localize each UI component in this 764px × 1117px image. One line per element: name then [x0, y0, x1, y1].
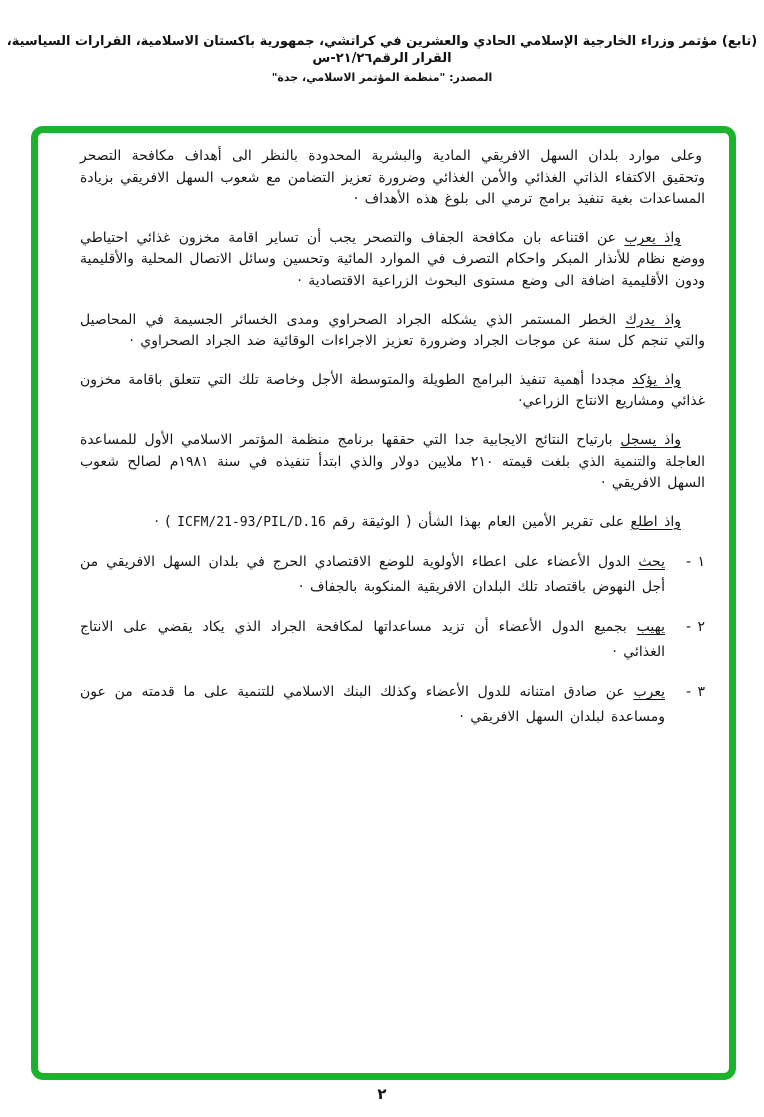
paragraph-text: مجددا أهمية تنفيذ البرامج الطويلة والمتوسطة الأجل وخاصة تلك التي تتعلق باقامة مخزون غذائي ومشاريع الانتاج الزراعي· — [80, 371, 705, 410]
paragraph — [80, 228, 705, 293]
paragraph-lead: واذ يسجل — [620, 431, 681, 448]
paragraph — [80, 310, 705, 353]
header-title-line: (تابع) مؤتمر وزراء الخارجية الإسلامي الحادي والعشرين في كراتشي، جمهورية باكستان الاسلامية، القرارات السياسية، القرار الرقم٢١/٢٦-س — [6, 34, 758, 66]
page-number: ٢ — [377, 1085, 387, 1103]
list-item-number: ٣ - — [685, 684, 705, 701]
document-reference: ICFM/21-93/PIL/D.16 — [177, 514, 326, 530]
paragraph — [80, 430, 705, 495]
paragraph — [80, 512, 705, 534]
header-source-line: المصدر: "منظمة المؤتمر الاسلامي، جدة" — [271, 71, 493, 84]
list-item-text — [80, 550, 669, 600]
paragraph — [80, 370, 705, 413]
paragraph-text: على تقرير الأمين العام بهذا الشأن ( الوثيقة رقم — [325, 513, 631, 530]
list-item-lead: يحث — [638, 554, 665, 571]
list-item-text — [80, 615, 669, 665]
document-header — [0, 33, 764, 85]
list-item-body: الدول الأعضاء على اعطاء الأولوية للوضع الاقتصادي الحرج في بلدان السهل الافريقي من أجل النهوض باقتصاد تلك البلدان الافريقية المنكوبة بالجفاف · — [80, 554, 665, 596]
list-item-body: بجميع الدول الأعضاء أن تزيد مساعداتها لمكافحة الجراد الذي يكاد يقضي على الانتاج الغذائي · — [80, 619, 665, 661]
scanned-document-page — [0, 33, 764, 1117]
list-item-lead: يهيب — [636, 619, 665, 636]
paragraph-lead: واذ اطلع — [630, 513, 681, 530]
list-item — [80, 550, 705, 600]
list-item-body: عن صادق امتنانه للدول الأعضاء وكذلك البنك الاسلامي للتنمية على ما قدمته من عون ومساعدة لبلدان السهل الافريقي · — [80, 684, 665, 726]
paragraph-lead: واذ يدرك — [625, 311, 681, 328]
list-item-lead: يعرب — [633, 684, 665, 701]
list-item-number: ٢ - — [685, 619, 705, 636]
paragraph-lead: واذ يعرب — [624, 229, 682, 246]
list-item-text — [80, 680, 669, 730]
paragraph-text: بارتياح النتائج الايجابية جدا التي حققها برنامج منظمة المؤتمر الاسلامي الأول للمساعدة العاجلة والتنمية الذي بلغت قيمته ٢١٠ ملايين دولار والذي ابتدأ تنفيذه في سنة ١٩٨١م لصالح شعوب السهل الافريقي · — [80, 431, 705, 492]
list-item-number: ١ - — [685, 554, 705, 571]
paragraph-text: الخطر المستمر الذي يشكله الجراد الصحراوي ومدى الخسائر الجسيمة في المحاصيل والتي تنجم كل سنة عن موجات الجراد وضرورة تعزيز الاجراءات الوقائية ضد الجراد الصحراوي · — [80, 311, 705, 350]
paragraph-text: عن اقتناعه بان مكافحة الجفاف والتصحر يجب أن تساير اقامة مخزون غذائي احتياطي ووضع نظام للأنذار المبكر واحكام التصرف في الموارد المائية وتحسين وسائل الاتصال المحلية والأقليمية ودون الأقليمية اضافة الى وضع مستوى البحوث الزراعية الاقتصادية · — [80, 229, 705, 289]
paragraph-text-tail: ) · — [154, 513, 178, 530]
green-border-frame — [31, 126, 736, 1080]
paragraph-text: وعلى موارد بلدان السهل الافريقي المادية والبشرية المحدودة بالنظر الى أهداف مكافحة التصحر وتحقيق الاكتفاء الذاتي الغذائي والأمن الغذائي وضرورة تعزيز التضامن مع شعوب السهل الافريقي بزيادة المساعدات بغية تنفيذ برامج ترمي الى بلوغ هذه الأهداف · — [80, 148, 705, 208]
list-item — [80, 615, 705, 665]
paragraph — [80, 146, 705, 211]
list-item — [80, 680, 705, 730]
paragraph-lead: واذ يؤكد — [632, 371, 681, 388]
